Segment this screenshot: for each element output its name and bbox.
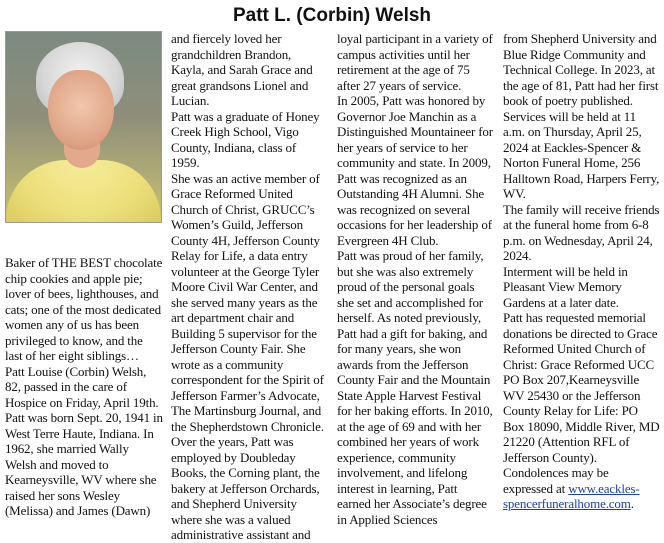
paragraph: The family will receive friends at the funeral home from 6-8 p.m. on Wednesday, April 24, 2024. — [503, 201, 660, 263]
condolence-text: Condolences may be expressed at — [503, 465, 609, 496]
funeral-home-link[interactable]: www.eackles-spencerfuneralhome.com — [503, 480, 640, 511]
column-3 — [337, 31, 493, 527]
paragraph: from Shepherd University and Blue Ridge Community and Technical College. In 2023, at the age of 81, Patt had her first book of poetry published. — [503, 31, 659, 108]
paragraph: Baker of THE BEST chocolate chip cookies and apple pie; lover of bees, lighthouses, and cats; one of the most dedicated women any of us has been privileged to know, and the last of her eight siblings… — [5, 255, 163, 363]
paragraph: Services will be held at 11 a.m. on Thursday, April 25, 2024 at Eackles-Spencer & Norton Funeral Home, 256 Halltown Road, Harpers Ferry, WV. — [503, 108, 660, 201]
period: . — [630, 496, 634, 511]
portrait-photo — [5, 31, 162, 223]
paragraph: Patt has requested memorial donations be directed to Grace Reformed United Church of Christ: Grace Reformed UCC PO Box 207,Kearneysville WV 25430 or the Jefferson County Relay for Life: PO Box 18090, Middle River, MD 21220 (Attention RFL of Jefferson County). — [503, 310, 660, 465]
paragraph — [503, 465, 660, 512]
paragraph: Interment will be held in Pleasant View Memory Gardens at a later date. — [503, 263, 628, 310]
paragraph: Patt was proud of her family, but she was also extremely proud of the personal goals she set and accomplished for herself. As noted previously, Patt had a gift for baking, and for many years, she won awards from the Jefferson County Fair and the Mountain State Apple Harvest Festival for her baking efforts. In 2010, at the age of 69 and with her combined her years of work experience, community involvement, and lifelong interest in learning, Patt earned her Associate’s degree in Applied Sciences — [337, 248, 493, 527]
paragraph: Patt Louise (Corbin) Welsh, 82, passed in the care of Hospice on Friday, April 19th. — [5, 363, 159, 410]
paragraph: loyal participant in a variety of campus activities until her retirement at the age of 75 after 27 years of service. — [337, 31, 493, 93]
column-2 — [171, 31, 327, 543]
paragraph: Patt was a graduate of Honey Creek High School, Vigo County, Indiana, class of 1959. — [171, 108, 320, 170]
paragraph: In 2005, Patt was honored by Governor Joe Manchin as a Distinguished Mountaineer for her years of service to her community and state. In 2009, Patt was recognized as an Outstanding 4H Alumni. She was recognized on several occasions for her leadership of Evergreen 4H Club. — [337, 93, 493, 248]
obituary-title: Patt L. (Corbin) Welsh — [232, 5, 432, 26]
column-4 — [503, 31, 660, 512]
paragraph: and fiercely loved her grandchildren Brandon, Kayla, and Sarah Grace and great grandsons Lionel and Lucian. — [171, 31, 313, 108]
photo-face — [48, 70, 114, 150]
paragraph: Over the years, Patt was employed by Doubleday Books, the Corning plant, the bakery at Jefferson Orchards, and Shepherd University where she was a valued administrative assistant and — [171, 434, 320, 542]
column-1 — [5, 31, 163, 519]
paragraph: She was an active member of Grace Reformed United Church of Christ, GRUCC’s Women’s Guild, Jefferson County 4H, Jefferson County Relay for Life, a data entry volunteer at the George Tyler Moore Civil War Center, and she served many years as the art department chair and Building 5 supervisor for the Jefferson County Fair. She wrote as a community correspondent for the Spirit of Jefferson Farmer’s Advocate, The Martinsburg Journal, and the Shepherdstown Chronicle. — [171, 170, 324, 434]
photo-shirt — [6, 160, 161, 223]
paragraph: Patt was born Sept. 20, 1941 in West Terre Haute, Indiana. In 1962, she married Wally Welsh and moved to Kearneysville, WV where she raised her sons Wesley (Melissa) and James (Dawn) — [5, 410, 163, 518]
